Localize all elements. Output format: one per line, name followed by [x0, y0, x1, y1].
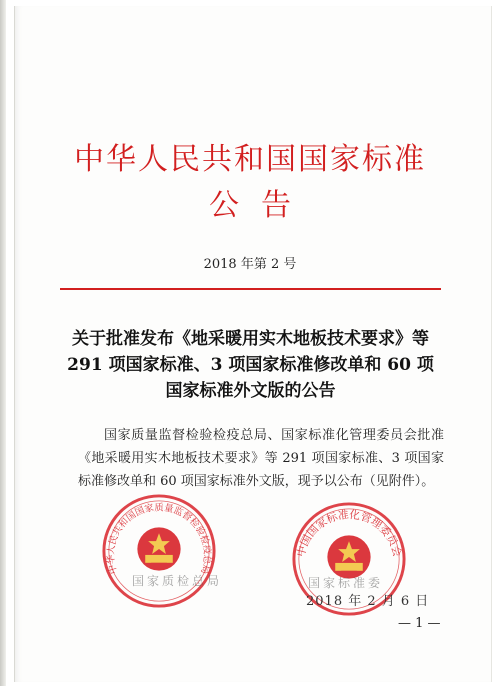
- body-paragraph: 国家质量监督检验检疫总局、国家标准化管理委员会批准《地采暖用实木地板技术要求》等 291 项国家标准、3 项国家标准修改单和 60 项国家标准外文版，现予以公布（见附件）。: [78, 428, 444, 489]
- title-line: 国家标准外文版的公告: [165, 381, 336, 401]
- announcement-title: [60, 326, 441, 404]
- national-emblem-icon: [137, 527, 180, 570]
- seal-label: 国家标准委: [308, 576, 384, 590]
- aqsiq-seal: [100, 492, 218, 610]
- binding-edge: [0, 0, 6, 686]
- red-divider: [60, 288, 441, 290]
- page-number: — 1 —: [398, 616, 441, 631]
- document-number: 2018 年第 2 号: [203, 257, 297, 272]
- issue-date: 2018 年 2 月 6 日: [306, 594, 430, 609]
- national-emblem-icon: [327, 535, 370, 578]
- title-line: 关于批准发布《地采暖用实木地板技术要求》等: [72, 329, 429, 349]
- document-type: 公告: [209, 188, 313, 223]
- seal-text: 中华人民共和国国家质量监督检验检疫总局: [105, 502, 213, 576]
- title-line: 291 项国家标准、3 项国家标准修改单和 60 项: [67, 355, 434, 375]
- seal-label: 国家质检总局: [132, 574, 223, 588]
- seal-text: 中国国家标准化管理委员会: [294, 508, 404, 559]
- issuer-heading: 中华人民共和国国家标准: [74, 142, 426, 177]
